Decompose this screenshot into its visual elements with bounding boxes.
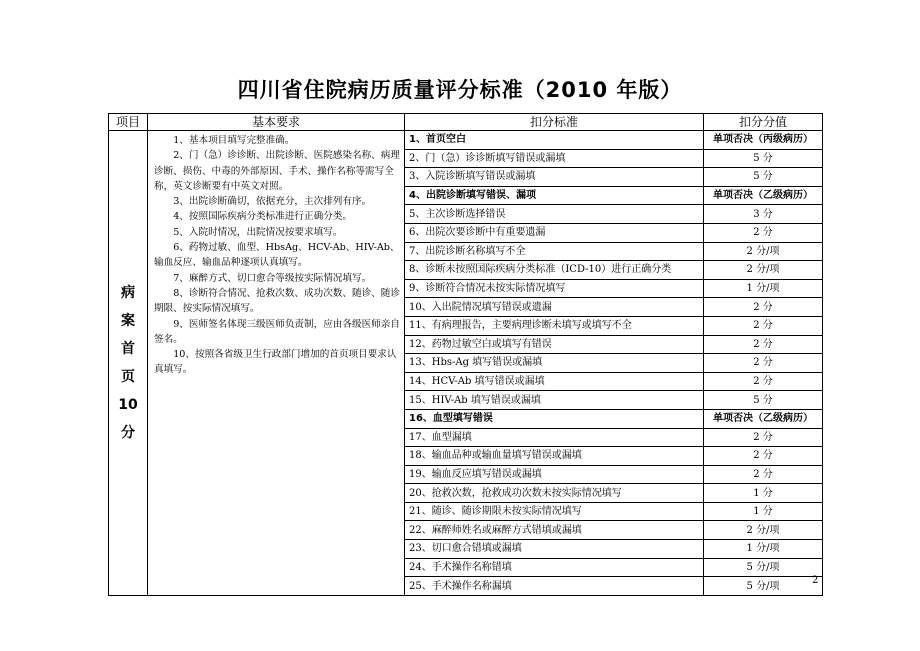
deduction-points-cell: 2 分 <box>704 223 823 242</box>
page-number: 2 <box>812 575 819 586</box>
deduction-standard-cell: 9、诊断符合情况未按实际情况填写 <box>405 279 704 298</box>
deduction-points-cell: 单项否决（丙级病历） <box>704 131 823 150</box>
deduction-standard-cell: 16、血型填写错误 <box>405 409 704 428</box>
deduction-standard-cell: 3、入院诊断填写错误或漏填 <box>405 168 704 187</box>
item-name-char: 10 <box>118 396 138 413</box>
requirement-item: 8、诊断符合情况、抢救次数、成功次数、随诊、随诊期限、按实际情况填写。 <box>154 287 400 315</box>
deduction-standard-cell: 8、诊断未按照国际疾病分类标准（ICD-10）进行正确分类 <box>405 261 704 280</box>
deduction-points-cell: 2 分/项 <box>704 242 823 261</box>
deduction-points-cell: 2 分 <box>704 316 823 335</box>
deduction-standard-cell: 12、药物过敏空白或填写有错误 <box>405 335 704 354</box>
requirement-item: 6、药物过敏、血型、HbsAg、HCV-Ab、HIV-Ab、输血反应、输血品种逐项认真填写。 <box>154 242 400 269</box>
deduction-standard-cell: 1、首页空白 <box>405 131 704 150</box>
table-header-row <box>109 114 823 131</box>
deduction-points-cell: 5 分 <box>704 391 823 410</box>
requirement-item: 7、麻醉方式、切口愈合等级按实际情况填写。 <box>173 272 372 284</box>
requirement-item: 10、按照各省级卫生行政部门增加的首页项目要求认真填写。 <box>154 349 397 376</box>
item-name-char: 页 <box>121 368 135 385</box>
requirement-item: 3、出院诊断确切，依据充分，主次排列有序。 <box>173 196 372 208</box>
deduction-points-cell: 2 分 <box>704 354 823 373</box>
deduction-standard-cell: 25、手术操作名称漏填 <box>405 577 704 596</box>
scoring-table <box>108 113 823 596</box>
deduction-standard-cell: 18、输血品种或输血量填写错误或漏填 <box>405 447 704 466</box>
requirement-item: 5、入院时情况，出院情况按要求填写。 <box>173 226 343 238</box>
deduction-points-cell: 2 分 <box>704 447 823 466</box>
item-name-char: 病 <box>121 284 135 301</box>
item-name-cell <box>109 131 148 596</box>
deduction-points-cell: 2 分 <box>704 428 823 447</box>
requirement-item: 1、基本项目填写完整准确。 <box>173 135 295 146</box>
table-row <box>109 131 823 150</box>
deduction-standard-cell: 21、随诊、随诊期限未按实际情况填写 <box>405 502 704 521</box>
deduction-points-cell: 2 分/项 <box>704 261 823 280</box>
deduction-points-cell: 单项否决（乙级病历） <box>704 409 823 428</box>
deduction-standard-cell: 22、麻醉师姓名或麻醉方式错填或漏填 <box>405 521 704 540</box>
deduction-standard-cell: 23、切口愈合错填或漏填 <box>405 540 704 559</box>
deduction-standard-cell: 14、HCV-Ab 填写错误或漏填 <box>405 372 704 391</box>
deduction-standard-cell: 24、手术操作名称错填 <box>405 558 704 577</box>
document-title: 四川省住院病历质量评分标准（2010 年版） <box>237 78 683 102</box>
requirement-item: 2、门（急）诊诊断、出院诊断、医院感染名称、病理诊断、损伤、中毒的外部原因、手术、操作名称等需写全称，英文诊断要有中英文对照。 <box>154 150 400 192</box>
item-name-char: 首 <box>121 340 135 357</box>
deduction-standard-cell: 7、出院诊断名称填写不全 <box>405 242 704 261</box>
requirements-cell <box>148 131 405 596</box>
item-name-char: 分 <box>121 424 135 441</box>
deduction-points-cell: 2 分 <box>704 372 823 391</box>
deduction-points-cell: 2 分 <box>704 465 823 484</box>
deduction-standard-cell: 11、有病理报告，主要病理诊断未填写或填写不全 <box>405 316 704 335</box>
deduction-standard-cell: 2、门（急）诊诊断填写错误或漏填 <box>405 149 704 168</box>
deduction-points-cell: 2 分 <box>704 298 823 317</box>
deduction-points-cell: 1 分 <box>704 502 823 521</box>
deduction-standard-cell: 15、HIV-Ab 填写错误或漏填 <box>405 391 704 410</box>
deduction-points-cell: 3 分 <box>704 205 823 224</box>
deduction-standard-cell: 20、抢救次数，抢救成功次数未按实际情况填写 <box>405 484 704 503</box>
header-deduction-points: 扣分分值 <box>704 114 823 131</box>
deduction-standard-cell: 10、入出院情况填写错误或遗漏 <box>405 298 704 317</box>
deduction-standard-cell: 5、主次诊断选择错误 <box>405 205 704 224</box>
table-body <box>109 131 823 596</box>
deduction-points-cell: 1 分/项 <box>704 279 823 298</box>
deduction-points-cell: 2 分 <box>704 335 823 354</box>
deduction-standard-cell: 4、出院诊断填写错误、漏项 <box>405 186 704 205</box>
deduction-standard-cell: 13、Hbs-Ag 填写错误或漏填 <box>405 354 704 373</box>
deduction-points-cell: 1 分 <box>704 484 823 503</box>
deduction-standard-cell: 6、出院次要诊断中有重要遗漏 <box>405 223 704 242</box>
deduction-points-cell: 5 分/项 <box>704 577 823 596</box>
header-deduction-standard: 扣分标准 <box>405 114 704 131</box>
deduction-points-cell: 单项否决（乙级病历） <box>704 186 823 205</box>
deduction-points-cell: 2 分/项 <box>704 521 823 540</box>
header-requirements: 基本要求 <box>148 114 405 131</box>
requirement-item: 9、医师签名体现三级医师负责制，应由各级医师亲自签名。 <box>154 318 400 345</box>
header-item: 项目 <box>109 114 148 131</box>
item-name-char: 案 <box>121 312 135 329</box>
deduction-points-cell: 5 分 <box>704 168 823 187</box>
deduction-points-cell: 5 分 <box>704 149 823 168</box>
deduction-points-cell: 1 分/项 <box>704 540 823 559</box>
requirement-item: 4、按照国际疾病分类标准进行正确分类。 <box>173 211 352 223</box>
deduction-standard-cell: 17、血型漏填 <box>405 428 704 447</box>
deduction-standard-cell: 19、输血反应填写错误或漏填 <box>405 465 704 484</box>
deduction-points-cell: 5 分/项 <box>704 558 823 577</box>
